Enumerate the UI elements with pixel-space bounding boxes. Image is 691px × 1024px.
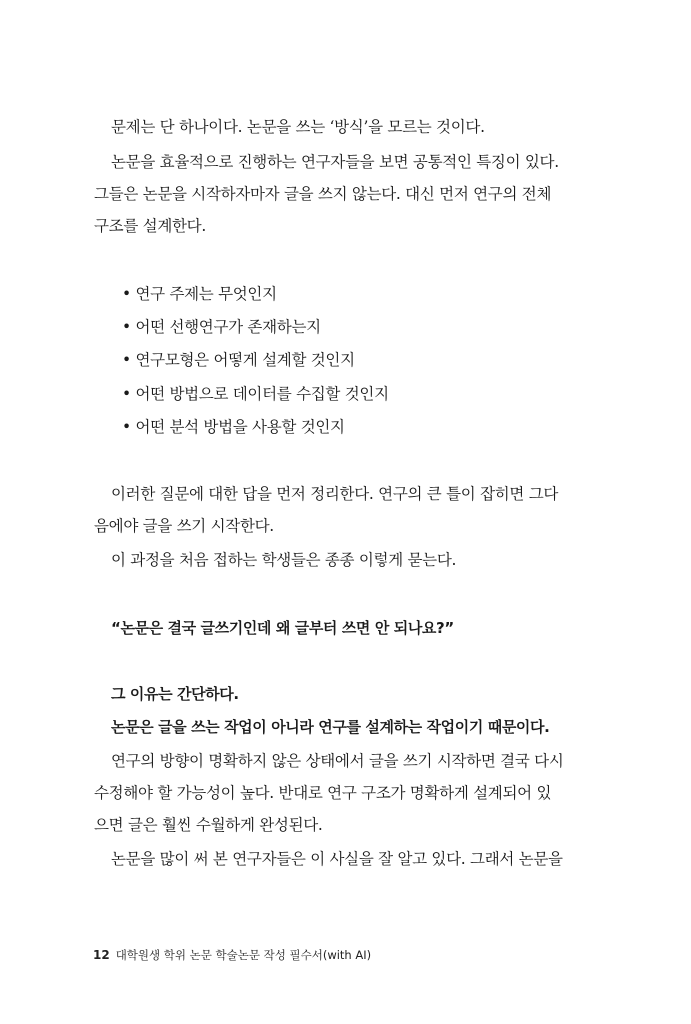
quote-line: “논문은 결국 글쓰기인데 왜 글부터 쓰면 안 되나요?”: [111, 619, 454, 637]
paragraph-line: 수정해야 할 가능성이 높다. 반대로 연구 구조가 명확하게 설계되어 있: [94, 784, 552, 802]
paragraph-line: 이러한 질문에 대한 답을 먼저 정리한다. 연구의 큰 틀이 잡히면 그다: [111, 485, 559, 503]
paragraph-line: 이 과정을 처음 접하는 학생들은 종종 이렇게 묻는다.: [111, 551, 457, 569]
bullet-item: • 연구 주제는 무엇인지: [122, 285, 277, 303]
paragraph-line: 그들은 논문을 시작하자마자 글을 쓰지 않는다. 대신 먼저 연구의 전체: [94, 185, 552, 203]
answer-line: 논문은 글을 쓰는 작업이 아니라 연구를 설계하는 작업이기 때문이다.: [111, 718, 550, 736]
bullet-item: • 어떤 방법으로 데이터를 수집할 것인지: [122, 385, 389, 403]
paragraph-line: 문제는 단 하나이다. 논문을 쓰는 ‘방식’을 모르는 것이다.: [111, 118, 485, 136]
book-title: 대학원생 학위 논문 학술논문 작성 필수서(with AI): [115, 948, 372, 962]
bullet-item: • 연구모형은 어떻게 설계할 것인지: [122, 351, 355, 369]
paragraph-line: 구조를 설계한다.: [94, 217, 206, 235]
page-footer: [93, 947, 371, 963]
paragraph-line: 논문을 많이 써 본 연구자들은 이 사실을 잘 알고 있다. 그래서 논문을: [111, 850, 563, 868]
book-page: [94, 0, 594, 1024]
bullet-item: • 어떤 선행연구가 존재하는지: [122, 318, 321, 336]
paragraph-line: 으면 글은 훨씬 수월하게 완성된다.: [94, 816, 323, 834]
paragraph-line: 논문을 효율적으로 진행하는 연구자들을 보면 공통적인 특징이 있다.: [111, 153, 559, 171]
page-number: 12: [93, 948, 110, 962]
paragraph-line: 연구의 방향이 명확하지 않은 상태에서 글을 쓰기 시작하면 결국 다시: [111, 752, 564, 770]
paragraph-line: 음에야 글을 쓰기 시작한다.: [94, 517, 274, 535]
bullet-item: • 어떤 분석 방법을 사용할 것인지: [122, 418, 345, 436]
answer-line: 그 이유는 간단하다.: [111, 685, 239, 703]
